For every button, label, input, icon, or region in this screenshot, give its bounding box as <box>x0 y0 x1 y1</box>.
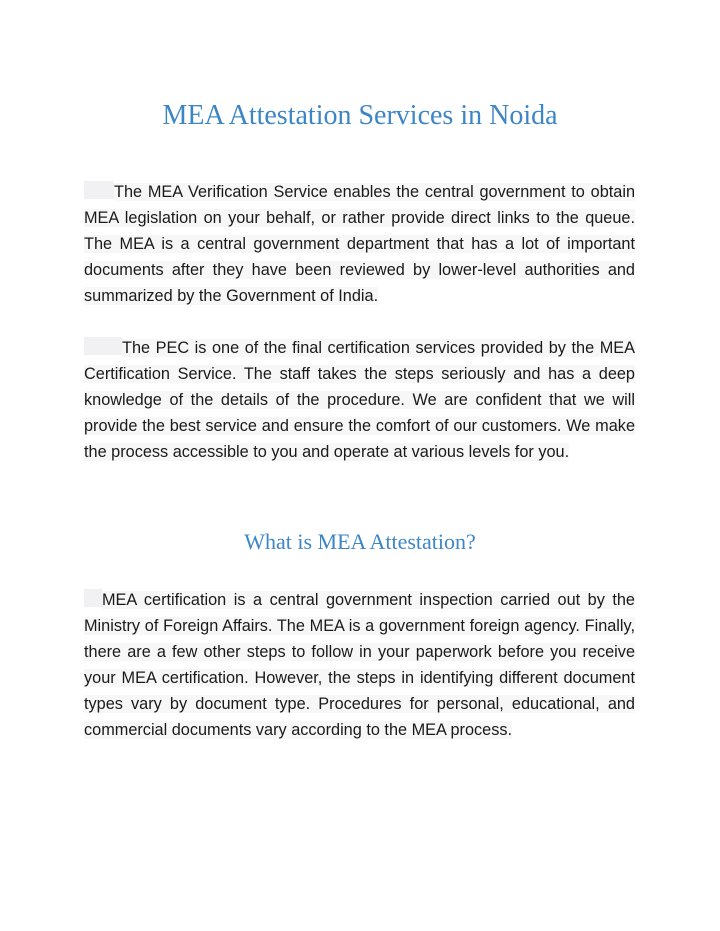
paragraph-text: The PEC is one of the final certification services provided by the MEA Certification Service. The staff takes the steps seriously and has a deep knowledge of the details of the procedure. We are confident that we will provide the best service and ensure the comfort of our customers. We make the process accessible to you and operate at various levels for you. <box>84 339 635 461</box>
paragraph-indent <box>84 181 114 199</box>
section-heading: What is MEA Attestation? <box>244 529 476 554</box>
paragraph-text: The MEA Verification Service enables the central government to obtain MEA legislation on your behalf, or rather provide direct links to the queue. The MEA is a central government department that has a lot of important documents after they have been reviewed by lower-level authorities and summarized by the Government of India. <box>84 183 635 305</box>
section-paragraph-1 <box>84 587 635 743</box>
intro-paragraph-1 <box>84 179 635 309</box>
intro-paragraph-2 <box>84 335 635 465</box>
paragraph-text: MEA certification is a central government inspection carried out by the Ministry of Foreign Affairs. The MEA is a government foreign agency. Finally, there are a few other steps to follow in your paperwork before you receive your MEA certification. However, the steps in identifying different document types vary by document type. Procedures for personal, educational, and commercial documents vary according to the MEA process. <box>84 591 635 739</box>
page-title: MEA Attestation Services in Noida <box>162 100 558 131</box>
paragraph-indent <box>84 589 102 607</box>
paragraph-indent <box>84 337 122 355</box>
